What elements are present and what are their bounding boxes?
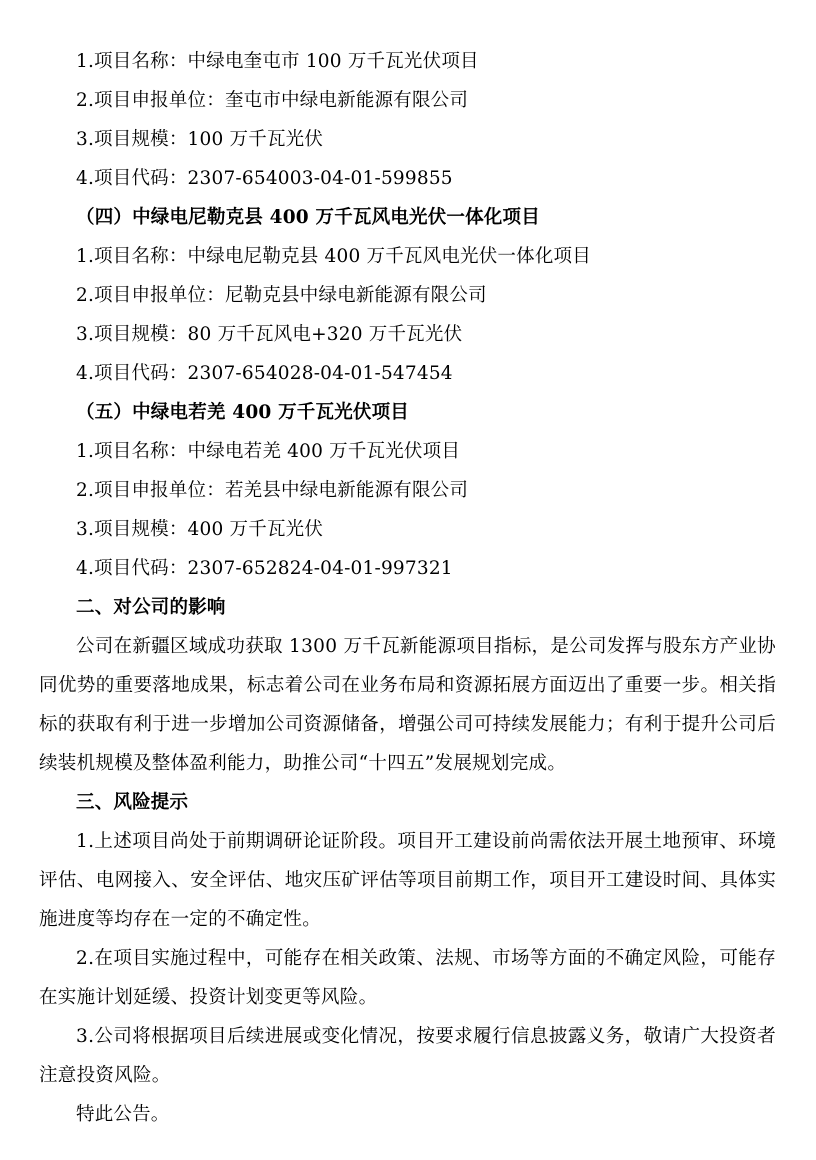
project-applicant-nileke: 2.项目申报单位：尼勒克县中绿电新能源有限公司	[76, 285, 487, 306]
project-code-kuitun: 4.项目代码：2307-654003-04-01-599855	[76, 168, 453, 189]
project-applicant-ruoqiang: 2.项目申报单位：若羌县中绿电新能源有限公司	[76, 480, 469, 501]
impact-heading: 二、对公司的影响	[76, 597, 226, 618]
section-heading-ruoqiang: （五）中绿电若羌 400 万千瓦光伏项目	[76, 402, 409, 423]
project-name-nileke: 1.项目名称：中绿电尼勒克县 400 万千瓦风电光伏一体化项目	[76, 246, 591, 267]
section-heading-nileke: （四）中绿电尼勒克县 400 万千瓦风电光伏一体化项目	[76, 207, 540, 228]
risk-paragraph-3: 3.公司将根据项目后续进展或变化情况，按要求履行信息披露义务，敬请广大投资者注意投资风险。	[39, 1026, 776, 1086]
document-page	[39, 42, 776, 1134]
project-scale-kuitun: 3.项目规模：100 万千瓦光伏	[76, 129, 324, 150]
project-scale-nileke: 3.项目规模：80 万千瓦风电+320 万千瓦光伏	[76, 324, 463, 345]
project-code-ruoqiang: 4.项目代码：2307-652824-04-01-997321	[76, 558, 453, 579]
impact-paragraph: 公司在新疆区域成功获取 1300 万千瓦新能源项目指标，是公司发挥与股东方产业协同优势的重要落地成果，标志着公司在业务布局和资源拓展方面迈出了重要一步。相关指标的获取有利于进一步增加公司资源储备，增强公司可持续发展能力；有利于提升公司后续装机规模及整体盈利能力，助推公司“十四五”发展规划完成。	[39, 636, 776, 774]
risk-paragraph-1: 1.上述项目尚处于前期调研论证阶段。项目开工建设前尚需依法开展土地预审、环境评估、电网接入、安全评估、地灾压矿评估等项目前期工作，项目开工建设时间、具体实施进度等均存在一定的不确定性。	[39, 831, 776, 930]
project-name-kuitun: 1.项目名称：中绿电奎屯市 100 万千瓦光伏项目	[76, 51, 479, 72]
project-name-ruoqiang: 1.项目名称：中绿电若羌 400 万千瓦光伏项目	[76, 441, 461, 462]
project-code-nileke: 4.项目代码：2307-654028-04-01-547454	[76, 363, 453, 384]
closing-statement: 特此公告。	[76, 1104, 170, 1125]
risk-paragraph-2: 2.在项目实施过程中，可能存在相关政策、法规、市场等方面的不确定风险，可能存在实施计划延缓、投资计划变更等风险。	[39, 948, 776, 1008]
risk-heading: 三、风险提示	[76, 792, 189, 813]
project-scale-ruoqiang: 3.项目规模：400 万千瓦光伏	[76, 519, 324, 540]
project-applicant-kuitun: 2.项目申报单位：奎屯市中绿电新能源有限公司	[76, 90, 469, 111]
